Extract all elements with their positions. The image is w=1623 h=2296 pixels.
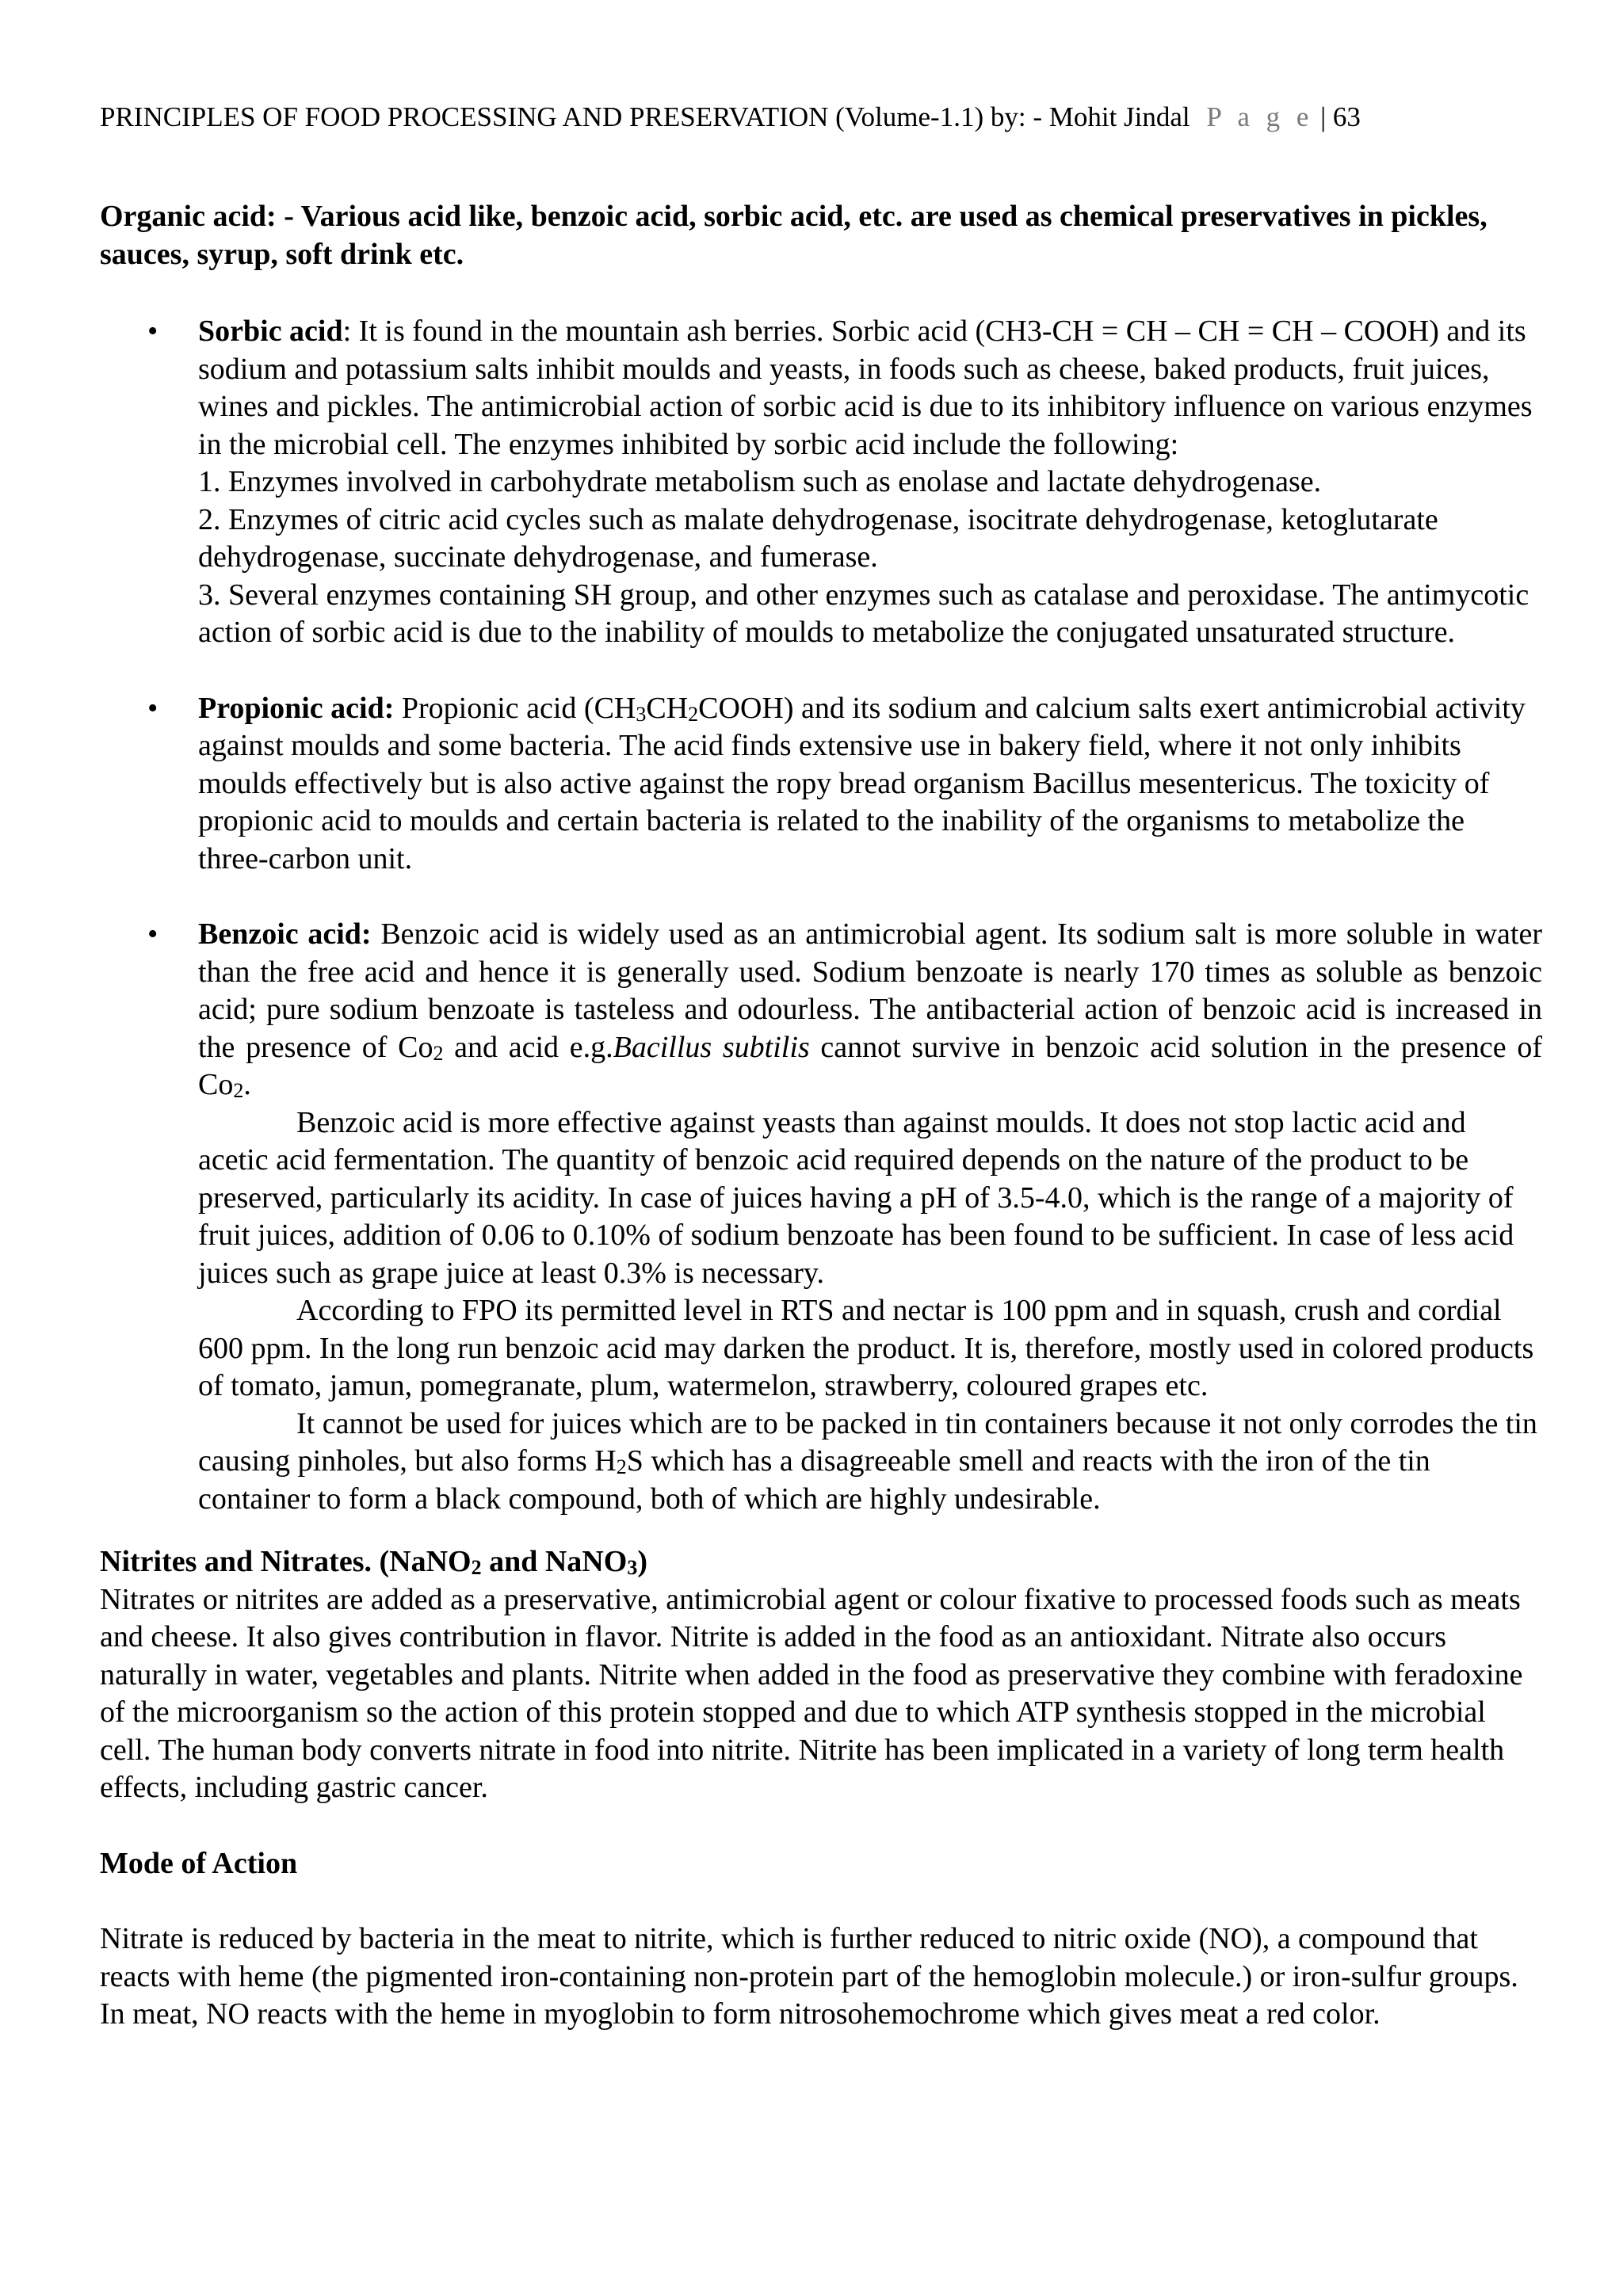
sorbic-intro-text: : It is found in the mountain ash berries. Sorbic acid (CH3-CH = CH – CH = CH – COOH) and its sodium and potassium salts inhibit moulds and yeasts, in foods such as cheese, baked products, fruit juices, wines and pickles. The antimicrobial action of sorbic acid is due to its inhibitory influence on various enzymes in the microbial cell. The enzymes inhibited by sorbic acid include the following: (198, 315, 1533, 461)
sorbic-enzyme-item-2: 2. Enzymes of citric acid cycles such as malate dehydrogenase, isocitrate dehydrogenase, ketoglutarate dehydrogenase, succinate dehydrogenase, and fumerase. (198, 502, 1438, 574)
mode-of-action-heading: Mode of Action (100, 1846, 298, 1880)
propionic-sub-1: 3 (636, 702, 647, 726)
organic-acid-lead: Organic acid: - Various acid like, benzoic acid, sorbic acid, etc. are used as chemical preservatives in pickles, sauces, syrup, soft drink etc. (100, 200, 1487, 271)
list-item-benzoic-acid (100, 916, 1542, 1518)
sorbic-intro (198, 313, 1542, 463)
propionic-paragraph (198, 690, 1542, 879)
propionic-text-c: COOH) and its sodium and calcium salts exert antimicrobial activity against moulds and some bacteria. The acid finds extensive use in bakery field, where it not only inhibits moulds effectively but is also active against the ropy bread organism Bacillus mesentericus. The toxicity of propionic acid to moulds and certain bacteria is related to the inability of the organisms to metabolize the three-carbon unit. (198, 691, 1526, 875)
header-separator: | (1320, 101, 1327, 132)
acid-list (100, 313, 1542, 1518)
bullet-icon: • (147, 315, 158, 348)
benzoic-paragraph-2: Benzoic acid is more effective against yeasts than against moulds. It does not stop lactic acid and acetic acid fermentation. The quantity of benzoic acid required depends on the nature of the product to be preserved, particularly its acidity. In case of juices having a pH of 3.5-4.0, which is the range of a majority of fruit juices, addition of 0.06 to 0.10% of sodium benzoate has been found to be sufficient. In case of less acid juices such as grape juice at least 0.3% is necessary. (198, 1105, 1514, 1290)
header-page-word: P a g e (1206, 101, 1314, 132)
spacer (100, 1807, 1542, 1845)
benzoic-p1-text-d: . (243, 1068, 251, 1101)
list-item-propionic-acid (100, 690, 1542, 879)
nitrites-body: Nitrates or nitrites are added as a preservative, antimicrobial agent or colour fixative to processed foods such as meats and cheese. It also gives contribution in flavor. Nitrite is added in the food as an antioxidant. Nitrate also occurs naturally in water, vegetables and plants. Nitrite when added in the food as preservative they combine with feradoxine of the microorganism so the action of this protein stopped and due to which ATP synthesis stopped in the microbial cell. The human body converts nitrate in food into nitrite. Nitrite has been implicated in a variety of long term health effects, including gastric cancer. (100, 1582, 1523, 1804)
benzoic-p4-text-b: S which has a disagreeable smell and reacts with the iron of the tin container to form a black compound, both of which are highly undesirable. (198, 1444, 1430, 1516)
benzoic-p1-sub-1: 2 (433, 1041, 444, 1065)
benzoic-p1-sub-2: 2 (233, 1079, 244, 1102)
sorbic-enzyme-item-1: 1. Enzymes involved in carbohydrate metabolism such as enolase and lactate dehydrogenase. (198, 465, 1322, 498)
nitrites-heading-sub-1: 2 (471, 1556, 482, 1579)
propionic-term: Propionic acid: (198, 691, 395, 725)
nitrites-heading-text-c: ) (637, 1545, 647, 1578)
benzoic-p1-organism: Bacillus subtilis (613, 1030, 810, 1064)
nitrites-heading-text-a: Nitrites and Nitrates. (NaNO (100, 1545, 472, 1578)
benzoic-p1-text-b: and acid e.g. (443, 1030, 613, 1064)
bullet-icon: • (147, 917, 158, 951)
sorbic-term: Sorbic acid (198, 315, 343, 348)
benzoic-p1-text-a: Benzoic acid is widely used as an antimicrobial agent. Its sodium salt is more soluble in water than the free acid and hence it is generally used. Sodium benzoate is nearly 170 times as soluble as benzoic acid; pure sodium benzoate is tasteless and odourless. The antibacterial action of benzoic acid is increased in the presence of Co (198, 917, 1542, 1064)
header-page-number: 63 (1332, 101, 1361, 132)
spacer (100, 1882, 1542, 1920)
nitrites-heading (100, 1543, 1542, 1581)
benzoic-term: Benzoic acid: (198, 917, 372, 951)
benzoic-p4-sub: 2 (616, 1455, 627, 1478)
document-page (100, 93, 1542, 2034)
running-header (100, 93, 1542, 141)
nitrites-heading-text-b: and NaNO (481, 1545, 628, 1578)
propionic-text-a: Propionic acid (CH (394, 691, 636, 725)
benzoic-paragraph-1 (198, 916, 1542, 1104)
list-item-sorbic-acid (100, 313, 1542, 652)
propionic-text-b: CH (646, 691, 689, 725)
sorbic-enzyme-item-3: 3. Several enzymes containing SH group, and other enzymes such as catalase and peroxidase. The antimycotic action of sorbic acid is due to the inability of moulds to metabolize the conjugated unsaturated structure. (198, 578, 1529, 649)
benzoic-p4-text-a: It cannot be used for juices which are to be packed in tin containers because it not only corrodes the tin causing pinholes, but also forms H (198, 1406, 1537, 1478)
mode-of-action-paragraph-2: In meat, NO reacts with the heme in myoglobin to form nitrosohemochrome which gives meat a red color. (100, 1997, 1381, 2031)
propionic-sub-2: 2 (688, 702, 699, 726)
header-title: PRINCIPLES OF FOOD PROCESSING AND PRESERVATION (Volume-1.1) by: - Mohit Jindal (100, 101, 1190, 132)
benzoic-paragraph-4 (198, 1405, 1542, 1519)
bullet-icon: • (147, 691, 158, 725)
mode-of-action-paragraph-1: Nitrate is reduced by bacteria in the meat to nitrite, which is further reduced to nitric oxide (NO), a compound that reacts with heme (the pigmented iron-containing non-protein part of the hemoglobin molecule.) or iron-sulfur groups. (100, 1922, 1518, 1993)
benzoic-p1-text-c: cannot survive in benzoic acid solution in the presence of Co (198, 1030, 1542, 1101)
benzoic-paragraph-3: According to FPO its permitted level in RTS and nectar is 100 ppm and in squash, crush and cordial 600 ppm. In the long run benzoic acid may darken the product. It is, therefore, mostly used in colored products of tomato, jamun, pomegranate, plum, watermelon, strawberry, coloured grapes etc. (198, 1294, 1534, 1402)
nitrites-heading-sub-2: 3 (627, 1556, 638, 1579)
